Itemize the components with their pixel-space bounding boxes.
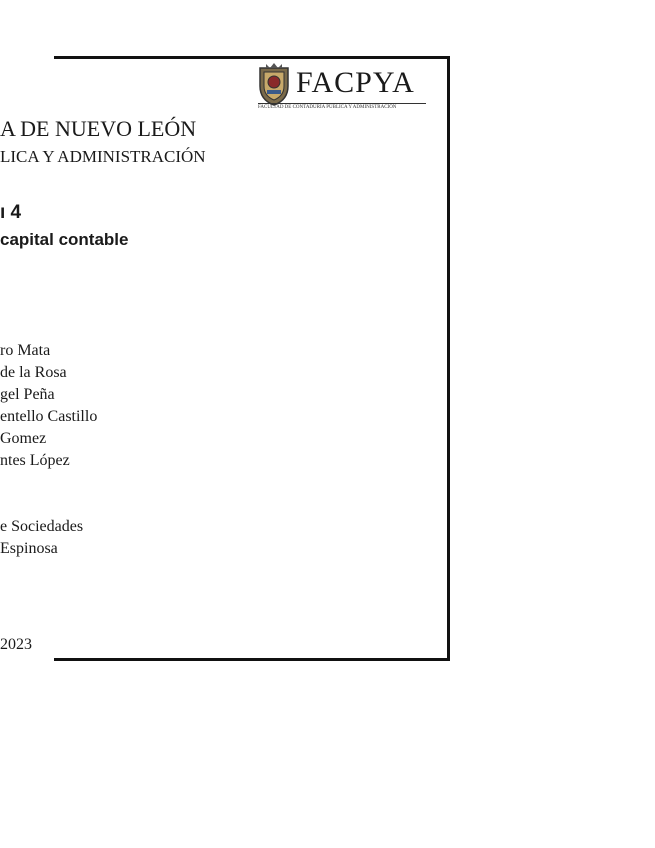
bottom-border-rule xyxy=(54,658,450,661)
faculty-name: LICA Y ADMINISTRACIÓN xyxy=(0,147,206,166)
logo-name: FACPYA xyxy=(296,66,415,99)
facpya-logo xyxy=(256,60,426,112)
top-border-rule xyxy=(54,56,448,59)
university-name: A DE NUEVO LEÓN xyxy=(0,116,197,141)
activity-title: ı 4 xyxy=(0,202,22,223)
team-member: entello Castillo xyxy=(0,408,98,425)
team-member: ntes López xyxy=(0,452,70,469)
document-date: 2023 xyxy=(0,636,32,653)
team-member: ro Mata xyxy=(0,342,51,359)
activity-topic: capital contable xyxy=(0,230,129,249)
logo-subtitle: FACULTAD DE CONTADURÍA PÚBLICA Y ADMINISTRACIÓN xyxy=(258,105,397,110)
team-member: de la Rosa xyxy=(0,364,67,381)
team-member: Gomez xyxy=(0,430,47,447)
teacher-name: Espinosa xyxy=(0,540,58,557)
team-member: gel Peña xyxy=(0,386,55,403)
logo-underline xyxy=(258,103,426,104)
course-name: e Sociedades xyxy=(0,518,84,535)
right-border-rule xyxy=(447,56,450,661)
university-crest-icon xyxy=(256,62,292,106)
